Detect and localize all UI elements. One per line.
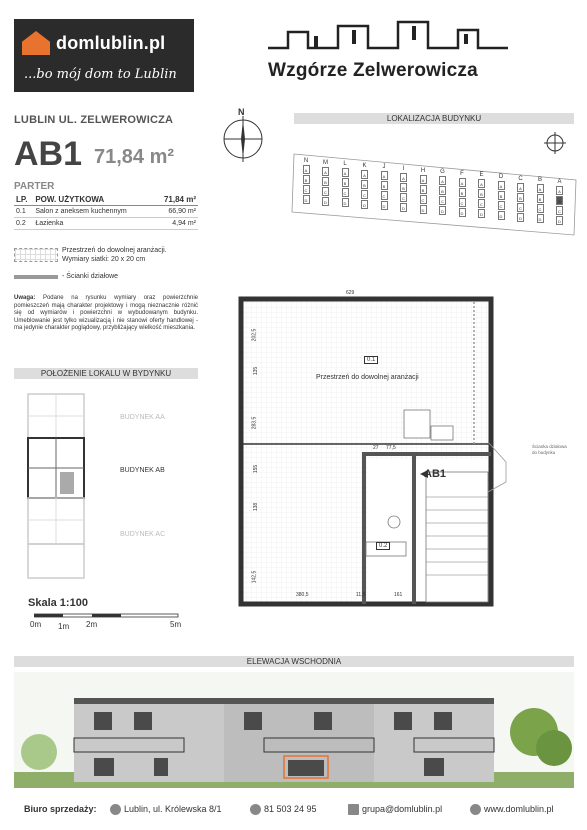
site-unit-cell: D <box>303 195 310 204</box>
grid-legend-text <box>62 246 167 264</box>
site-unit-cell: C <box>322 187 329 196</box>
room-02-tag: 0.2 <box>376 542 390 550</box>
site-building-letter: K <box>362 162 367 169</box>
disclaimer-note <box>14 295 198 333</box>
footer-address-text: Lublin, ul. Królewska 8/1 <box>124 804 222 814</box>
site-unit-cell: C <box>478 199 485 208</box>
footer-phone[interactable] <box>250 804 317 815</box>
site-building-letter: B <box>537 177 542 184</box>
site-building-column <box>359 163 371 209</box>
phone-icon <box>250 804 261 815</box>
site-unit-cell: D <box>478 209 485 218</box>
site-unit-cell: C <box>381 191 388 200</box>
room-01-tag: 0.1 <box>364 356 378 364</box>
site-building-letter: N <box>303 158 309 164</box>
brand-logo <box>14 19 194 92</box>
site-unit-cell: A <box>342 168 349 177</box>
site-building-column <box>378 164 390 210</box>
site-unit-cell: C <box>439 196 446 205</box>
footer-email-text: grupa@domlublin.pl <box>362 804 443 814</box>
wall-legend-text: - Ścianki działowe <box>62 273 119 280</box>
row-lp: 0.1 <box>14 206 33 218</box>
grid-legend-line2: Wymiary siatki: 20 x 20 cm <box>62 256 146 263</box>
dim-left-2: 135 <box>253 366 260 376</box>
compass-small-icon <box>544 132 566 154</box>
site-building-column <box>456 171 468 217</box>
logo-name: domlublin.pl <box>56 33 166 53</box>
site-unit-cell: B <box>517 193 524 202</box>
site-building-letter: J <box>382 164 386 171</box>
site-unit-cell: C <box>342 188 349 197</box>
site-unit-cell: B <box>439 186 446 195</box>
site-building-letter: H <box>420 167 426 174</box>
site-unit-cell: B <box>400 183 407 192</box>
site-unit-cell: B <box>361 180 368 189</box>
site-building-column <box>417 168 429 214</box>
site-building-letter: E <box>479 172 484 179</box>
site-buildings-grid <box>300 158 580 228</box>
site-unit-cell: A <box>400 173 407 182</box>
site-unit-cell: C <box>498 201 505 210</box>
site-unit-cell: B <box>322 177 329 186</box>
site-building-letter: L <box>343 161 347 168</box>
site-unit-cell: C <box>420 195 427 204</box>
table-header-row <box>14 194 198 206</box>
location-section-header: LOKALIZACJA BUDYNKU <box>294 113 574 124</box>
site-building-column <box>300 158 312 204</box>
dim-left-6: 142,5 <box>251 570 258 584</box>
scale-title: Skala 1:100 <box>28 597 88 609</box>
grid-legend-swatch <box>14 248 58 262</box>
room-01-label: Przestrzeń do dowolnej aranżacji <box>316 374 419 381</box>
site-unit-cell: A <box>459 178 466 187</box>
header-lp: LP. <box>14 194 33 206</box>
site-unit-cell: B <box>420 185 427 194</box>
site-building-column <box>495 174 507 220</box>
footer <box>0 798 587 820</box>
site-unit-cell: B <box>556 196 563 205</box>
location-pin-icon <box>110 804 121 815</box>
site-building-column <box>476 172 488 218</box>
header-area: 71,84 m² <box>153 194 198 206</box>
dim-top: 629 <box>346 290 355 296</box>
dim-left-1: 202,5 <box>251 328 258 342</box>
site-building-letter: F <box>460 170 464 177</box>
site-building-column <box>534 177 546 223</box>
site-unit-cell: A <box>556 186 563 195</box>
site-building-column <box>515 176 527 222</box>
site-unit-cell: A <box>381 171 388 180</box>
site-unit-cell: A <box>322 167 329 176</box>
footer-web[interactable] <box>470 804 554 815</box>
site-unit-cell: A <box>537 184 544 193</box>
footer-phone-text: 81 503 24 95 <box>264 804 317 814</box>
row-name: Łazienka <box>33 218 153 230</box>
footer-address <box>110 804 222 815</box>
wall-legend-swatch <box>14 275 58 279</box>
floor-label: PARTER <box>14 181 55 192</box>
row-name: Salon z aneksem kuchennym <box>33 206 153 218</box>
row-area: 66,90 m² <box>153 206 198 218</box>
site-unit-cell: C <box>517 203 524 212</box>
unit-tag: AB1 <box>424 468 447 480</box>
site-unit-cell: B <box>342 178 349 187</box>
dim-bottom-right: 161 <box>394 592 403 598</box>
wall-legend-label: Ścianki działowe <box>66 273 119 280</box>
site-unit-cell: D <box>361 200 368 209</box>
entrance-note: Ścianka działowa do budynku <box>532 444 567 455</box>
site-building-letter: C <box>518 175 523 182</box>
dim-bottom-mid: 11,5 <box>356 592 366 598</box>
site-unit-cell: D <box>517 213 524 222</box>
site-building-column <box>320 160 332 206</box>
site-unit-cell: C <box>537 204 544 213</box>
site-unit-cell: C <box>303 185 310 194</box>
compass-icon <box>222 116 264 162</box>
site-unit-cell: D <box>420 205 427 214</box>
note-label: Uwaga: <box>14 295 36 301</box>
compass-north-label: N <box>238 107 245 117</box>
site-unit-cell: D <box>381 201 388 210</box>
site-unit-cell: B <box>381 181 388 190</box>
site-unit-cell: D <box>459 208 466 217</box>
site-unit-cell: C <box>361 190 368 199</box>
dim-mid-2: 77,5 <box>386 445 396 451</box>
site-unit-cell: B <box>459 188 466 197</box>
site-building-letter: G <box>440 169 445 176</box>
east-elevation-image <box>14 672 574 788</box>
scale-label-2: 2m <box>86 620 98 629</box>
site-unit-cell: D <box>498 211 505 220</box>
table-row <box>14 206 198 218</box>
site-unit-cell: D <box>400 203 407 212</box>
dim-bottom-left: 380,5 <box>296 592 309 598</box>
scale-label-1: 1m <box>58 622 70 631</box>
site-unit-cell: D <box>537 214 544 223</box>
unit-area: 71,84 m² <box>94 146 175 168</box>
building-ac-label: BUDYNEK AC <box>120 531 166 538</box>
note-text: Podane na rysunku wymiary oraz powierzchnie pomieszczeń mają charakter projektowy i mogą nieznacznie różnić się od wymiarów i powierzchni w wybudowanym budynku. Umeblowanie jest tylko wizualizacją i nie stanowi oferty handlowej - ma jedynie charakter poglądowy, przybliżający wielkość mieszkania. <box>14 295 198 331</box>
site-unit-cell: A <box>478 179 485 188</box>
site-unit-cell: C <box>459 198 466 207</box>
dim-left-4: 155 <box>253 464 260 474</box>
site-unit-cell: D <box>342 198 349 207</box>
site-building-letter: A <box>557 178 562 185</box>
site-unit-cell: B <box>478 189 485 198</box>
site-unit-cell: B <box>303 175 310 184</box>
site-unit-cell: A <box>303 165 310 174</box>
grid-legend-line1: Przestrzeń do dowolnej aranżacji. <box>62 247 167 254</box>
footer-email[interactable] <box>348 804 442 815</box>
site-unit-cell: B <box>498 191 505 200</box>
site-unit-cell: D <box>556 216 563 225</box>
site-unit-cell: A <box>439 176 446 185</box>
development-title: Wzgórze Zelwerowicza <box>268 60 478 81</box>
scale-label-5: 5m <box>170 620 182 629</box>
header-name: POW. UŻYTKOWA <box>33 194 153 206</box>
table-row <box>14 218 198 230</box>
building-aa-label: BUDYNEK AA <box>120 414 165 421</box>
envelope-icon <box>348 804 359 815</box>
footer-web-text: www.domlublin.pl <box>484 804 554 814</box>
site-building-column <box>398 166 410 212</box>
floor-plan <box>236 292 516 608</box>
skyline-icon <box>268 18 508 54</box>
logo-tagline: ...bo mój dom to Lublin <box>24 67 177 82</box>
site-unit-cell: C <box>556 206 563 215</box>
dim-left-3: 283,5 <box>251 416 258 430</box>
building-ab-label: BUDYNEK AB <box>120 467 165 474</box>
building-position-diagram <box>24 392 88 582</box>
site-building-letter: D <box>498 174 504 180</box>
site-building-letter: I <box>402 166 405 172</box>
footer-label: Biuro sprzedaży: <box>24 804 97 814</box>
site-building-column <box>437 169 449 215</box>
position-section-header: POŁOŻENIE LOKALU W BYDYNKU <box>14 368 198 379</box>
site-unit-cell: C <box>400 193 407 202</box>
unit-code: AB1 <box>14 135 83 173</box>
site-unit-cell: D <box>439 206 446 215</box>
site-building-column <box>339 161 351 207</box>
site-unit-cell: A <box>498 181 505 190</box>
house-icon <box>22 31 50 55</box>
site-unit-cell: A <box>361 170 368 179</box>
row-lp: 0.2 <box>14 218 33 230</box>
site-unit-cell: A <box>517 183 524 192</box>
site-building-letter: M <box>323 159 328 166</box>
scale-label-0: 0m <box>30 620 42 629</box>
rooms-table <box>14 194 198 230</box>
site-unit-cell: A <box>420 175 427 184</box>
globe-icon <box>470 804 481 815</box>
dim-mid-1: 27 <box>373 445 379 451</box>
site-unit-cell: D <box>322 197 329 206</box>
scale-bar <box>34 612 182 622</box>
site-building-column <box>554 179 566 225</box>
dim-left-5: 138 <box>253 502 260 512</box>
site-unit-cell: B <box>537 194 544 203</box>
elevation-section-header: ELEWACJA WSCHODNIA <box>14 656 574 667</box>
street-address: LUBLIN UL. ZELWEROWICZA <box>14 114 174 126</box>
row-area: 4,94 m² <box>153 218 198 230</box>
